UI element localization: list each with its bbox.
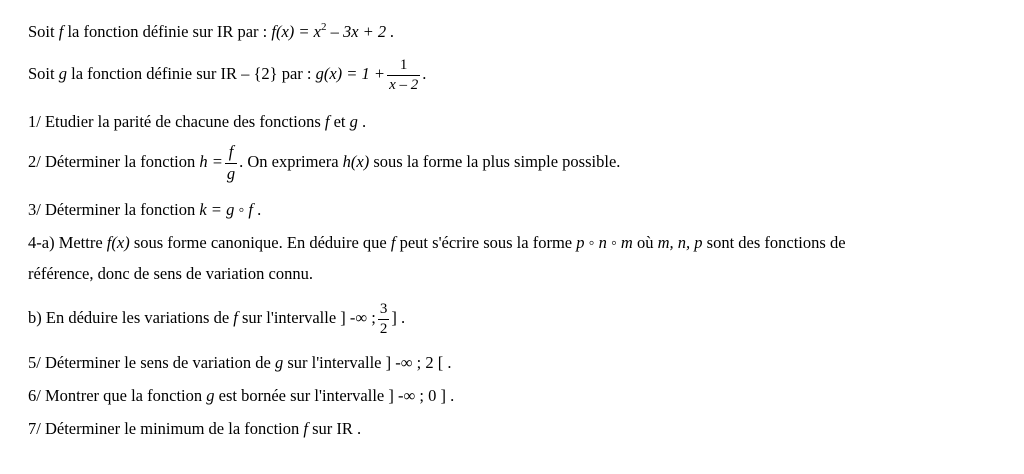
math-f: f bbox=[324, 112, 330, 131]
fraction bbox=[387, 58, 420, 93]
math-expression-tail: – 3x + 2 . bbox=[326, 22, 395, 41]
text: peut s'écrire sous la forme bbox=[395, 233, 577, 252]
math-g: g bbox=[58, 64, 67, 83]
text: sous forme canonique. En déduire que bbox=[129, 233, 391, 252]
text: . bbox=[422, 64, 427, 83]
text: sur bbox=[307, 419, 337, 438]
math-g: g bbox=[274, 353, 284, 372]
math-f: f bbox=[233, 308, 238, 327]
text: . On exprimera bbox=[239, 152, 343, 171]
text: sur l'intervalle bbox=[237, 308, 341, 327]
question-2 bbox=[28, 142, 620, 182]
text: 6/ Montrer que la fonction bbox=[28, 386, 207, 405]
math-g: g bbox=[206, 386, 215, 405]
question-1 bbox=[28, 112, 366, 132]
text: . bbox=[352, 419, 362, 438]
text: par : bbox=[277, 64, 316, 83]
question-7 bbox=[28, 419, 361, 439]
math-mnp: m, n, p bbox=[657, 233, 703, 252]
interval-end: ] . bbox=[391, 308, 406, 327]
math-expression-f: f(x) = x bbox=[271, 22, 321, 41]
math-h: h = bbox=[199, 152, 223, 171]
math-expression-g: g(x) = 1 + bbox=[315, 64, 386, 83]
text: . bbox=[253, 200, 262, 219]
text: sur l'intervalle bbox=[283, 353, 386, 372]
text: . bbox=[357, 112, 367, 131]
text: la fonction définie sur bbox=[63, 22, 217, 41]
real-set-symbol: IR bbox=[336, 419, 353, 438]
line-definition-g bbox=[28, 54, 426, 94]
numerator: 1 bbox=[387, 58, 420, 76]
math-composition: p ◦ n ◦ m bbox=[576, 233, 633, 252]
domain: IR – {2} bbox=[220, 64, 278, 83]
text: 4-a) Mettre bbox=[28, 233, 107, 252]
question-5 bbox=[28, 353, 451, 373]
numerator: f bbox=[225, 144, 237, 164]
math-hx: h(x) bbox=[342, 152, 370, 171]
text: 1/ Etudier la parité de chacune des fonctions bbox=[28, 112, 325, 131]
math-k: k = g ◦ f bbox=[199, 200, 254, 219]
interval: ] -∞ ; 0 ] . bbox=[388, 386, 455, 405]
fraction bbox=[225, 144, 237, 182]
text: la fonction définie sur bbox=[66, 64, 221, 83]
text: 5/ Déterminer le sens de variation de bbox=[28, 353, 275, 372]
denominator: x – 2 bbox=[389, 76, 419, 93]
text: est bornée sur l'intervalle bbox=[214, 386, 389, 405]
line-definition-f bbox=[28, 22, 394, 42]
text: Soit bbox=[28, 22, 59, 41]
text: sont des fonctions de bbox=[702, 233, 846, 252]
math-f: f bbox=[303, 419, 308, 438]
text: par : bbox=[233, 22, 272, 41]
math-fx: f(x) bbox=[106, 233, 130, 252]
text: 2/ Déterminer la fonction bbox=[28, 152, 200, 171]
denominator: g bbox=[226, 163, 236, 183]
text: référence, donc de sens de variation connu. bbox=[28, 264, 313, 283]
text: sous la forme la plus simple possible. bbox=[369, 152, 621, 171]
exponent: 2 bbox=[320, 21, 327, 33]
math-f: f bbox=[390, 233, 396, 252]
question-4b bbox=[28, 298, 405, 338]
numerator: 3 bbox=[378, 302, 390, 320]
math-f: f bbox=[58, 22, 64, 41]
question-4a bbox=[28, 233, 846, 253]
question-6 bbox=[28, 386, 454, 406]
text: Soit bbox=[28, 64, 59, 83]
denominator: 2 bbox=[379, 320, 388, 337]
interval: ] -∞ ; 2 [ . bbox=[385, 353, 452, 372]
text: b) En déduire les variations de bbox=[28, 308, 234, 327]
math-g: g bbox=[349, 112, 358, 131]
question-4a-continued bbox=[28, 264, 313, 284]
text: 3/ Déterminer la fonction bbox=[28, 200, 200, 219]
real-set-symbol: IR bbox=[216, 22, 234, 41]
text: 7/ Déterminer le minimum de la fonction bbox=[28, 419, 304, 438]
text: et bbox=[329, 112, 350, 131]
text: où bbox=[632, 233, 658, 252]
fraction bbox=[378, 302, 390, 337]
question-3 bbox=[28, 200, 261, 220]
interval-start: ] -∞ ; bbox=[340, 308, 376, 327]
